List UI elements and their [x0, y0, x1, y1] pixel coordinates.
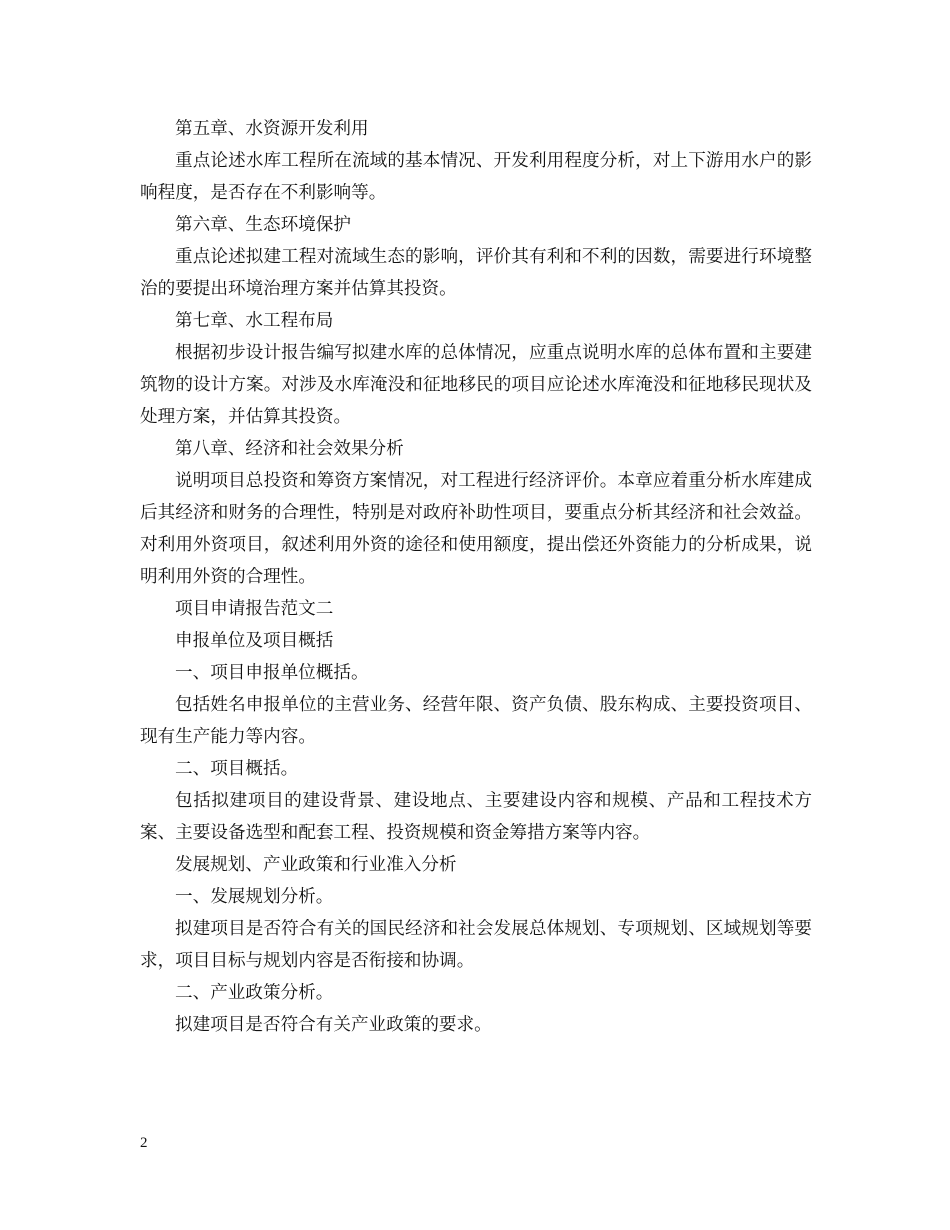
heading-chapter-5: 第五章、水资源开发利用 [175, 119, 369, 139]
heading-chapter-6: 第六章、生态环境保护 [175, 215, 351, 235]
heading-applicant-overview: 申报单位及项目概括 [175, 631, 334, 651]
paragraph-chapter-6: 重点论述拟建工程对流域生态的影响，评价其有利和不利的因数，需要进行环境整治的要提出环境治理方案并估算其投资。 [140, 247, 812, 299]
heading-project-overview: 二、项目概括。 [175, 759, 299, 779]
paragraph-applicant-unit: 包括姓名申报单位的主营业务、经营年限、资产负债、股东构成、主要投资项目、现有生产能力等内容。 [140, 695, 812, 747]
paragraph-chapter-8: 说明项目总投资和筹资方案情况，对工程进行经济评价。本章应着重分析水库建成后其经济和财务的合理性，特别是对政府补助性项目，要重点分析其经济和社会效益。对利用外资项目，叙述利用外资的途径和使用额度，提出偿还外资能力的分析成果，说明利用外资的合理性。 [140, 471, 812, 587]
paragraph-development-plan: 拟建项目是否符合有关的国民经济和社会发展总体规划、专项规划、区域规划等要求，项目目标与规划内容是否衔接和协调。 [140, 919, 812, 971]
paragraph-industry-policy: 拟建项目是否符合有关产业政策的要求。 [175, 1015, 492, 1035]
page-number: 2 [140, 1135, 148, 1151]
heading-development-plan: 一、发展规划分析。 [175, 887, 334, 907]
document-body [140, 113, 812, 1041]
paragraph-chapter-5: 重点论述水库工程所在流域的基本情况、开发利用程度分析，对上下游用水户的影响程度，是否存在不利影响等。 [140, 151, 812, 203]
heading-chapter-8: 第八章、经济和社会效果分析 [175, 439, 404, 459]
heading-sample-2: 项目申请报告范文二 [175, 599, 334, 619]
heading-industry-policy: 二、产业政策分析。 [175, 983, 334, 1003]
paragraph-chapter-7: 根据初步设计报告编写拟建水库的总体情况，应重点说明水库的总体布置和主要建筑物的设计方案。对涉及水库淹没和征地移民的项目应论述水库淹没和征地移民现状及处理方案，并估算其投资。 [140, 343, 812, 427]
heading-policy-analysis: 发展规划、产业政策和行业准入分析 [175, 855, 457, 875]
paragraph-project-overview: 包括拟建项目的建设背景、建设地点、主要建设内容和规模、产品和工程技术方案、主要设备选型和配套工程、投资规模和资金筹措方案等内容。 [140, 791, 812, 843]
heading-chapter-7: 第七章、水工程布局 [175, 311, 334, 331]
heading-applicant-unit: 一、项目申报单位概括。 [175, 663, 369, 683]
